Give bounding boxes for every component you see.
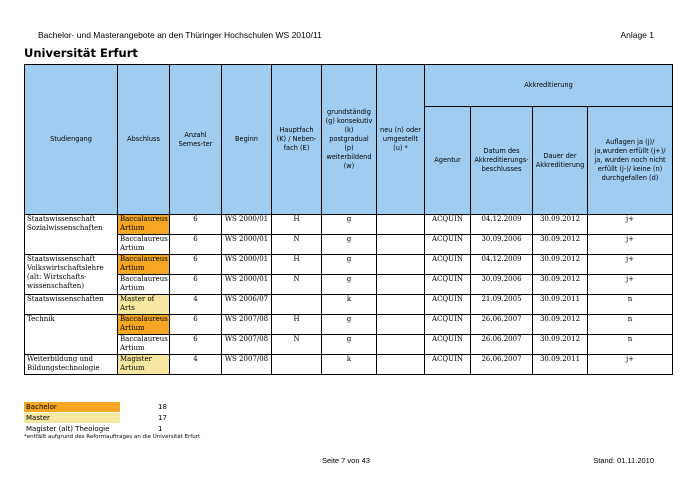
table-row <box>25 315 673 335</box>
legend-value: 18 <box>158 403 167 411</box>
cell-auflagen: n <box>588 295 673 315</box>
cell-hauptfach: H <box>272 255 322 275</box>
cell-grundstaendig: g <box>322 235 377 255</box>
cell-hauptfach: H <box>272 215 322 235</box>
cell-beginn: WS 2007/08 <box>222 315 272 335</box>
cell-beginn: WS 2000/01 <box>222 235 272 255</box>
cell-agentur: ACQUIN <box>425 215 471 235</box>
legend-label: Magister (alt) Theologie <box>26 425 110 433</box>
legend-label: Master <box>24 413 120 423</box>
cell-datum: 30.09.2006 <box>471 235 533 255</box>
col-beginn: Beginn <box>222 65 272 215</box>
cell-neu <box>377 355 425 375</box>
legend-value: 1 <box>158 425 163 433</box>
cell-hauptfach <box>272 295 322 315</box>
document-header-title: Bachelor- und Masterangebote an den Thüringer Hochschulen WS 2010/11 <box>38 30 322 40</box>
cell-abschluss: Master of Arts <box>118 295 170 315</box>
legend-label: Bachelor <box>24 402 120 412</box>
cell-neu <box>377 335 425 355</box>
cell-neu <box>377 315 425 335</box>
col-neu: neu (n) oder umgestellt (u) * <box>377 65 425 215</box>
col-datum: Datum des Akkreditierungs-beschlusses <box>471 107 533 215</box>
cell-grundstaendig: k <box>322 295 377 315</box>
cell-dauer: 30.09.2012 <box>533 255 588 275</box>
cell-grundstaendig: k <box>322 355 377 375</box>
col-auflagen: Auflagen ja (j)/ ja,wurden erfüllt (j+)/ ja, wurden noch nicht erfüllt (j-)/ keine (n) durchgefallen (d) <box>588 107 673 215</box>
cell-neu <box>377 295 425 315</box>
programs-table <box>24 64 673 375</box>
cell-abschluss: Baccalaureus Artium <box>118 315 170 335</box>
cell-neu <box>377 215 425 235</box>
cell-datum: 26.06.2007 <box>471 315 533 335</box>
cell-beginn: WS 2007/08 <box>222 335 272 355</box>
cell-datum: 04.12.2009 <box>471 255 533 275</box>
cell-dauer: 30.09.2012 <box>533 275 588 295</box>
cell-beginn: WS 2007/08 <box>222 355 272 375</box>
cell-agentur: ACQUIN <box>425 355 471 375</box>
col-abschluss: Abschluss <box>118 65 170 215</box>
table-row <box>25 275 673 295</box>
col-semester: Anzahl Semes-ter <box>170 65 222 215</box>
cell-studiengang: Technik <box>25 315 118 355</box>
cell-beginn: WS 2000/01 <box>222 255 272 275</box>
cell-dauer: 30.09.2012 <box>533 235 588 255</box>
cell-auflagen: j+ <box>588 255 673 275</box>
cell-abschluss: Baccalaureus Artium <box>118 235 170 255</box>
cell-semester: 6 <box>170 255 222 275</box>
table-row <box>25 335 673 355</box>
col-hauptfach: Hauptfach (K) / Neben-fach (E) <box>272 65 322 215</box>
cell-grundstaendig: g <box>322 335 377 355</box>
cell-grundstaendig: g <box>322 315 377 335</box>
cell-auflagen: j+ <box>588 275 673 295</box>
table-row <box>25 255 673 275</box>
cell-abschluss: Baccalaureus Artium <box>118 335 170 355</box>
cell-auflagen: n <box>588 335 673 355</box>
col-studiengang: Studiengang <box>25 65 118 215</box>
cell-neu <box>377 275 425 295</box>
table-row <box>25 235 673 255</box>
cell-semester: 6 <box>170 315 222 335</box>
col-agentur: Agentur <box>425 107 471 215</box>
cell-studiengang: Weiterbildung und Bildungstechnologie <box>25 355 118 375</box>
cell-dauer: 30.09.2012 <box>533 315 588 335</box>
cell-datum: 04.12.2009 <box>471 215 533 235</box>
cell-beginn: WS 2000/01 <box>222 215 272 235</box>
cell-dauer: 30.09.2012 <box>533 335 588 355</box>
table-row <box>25 215 673 235</box>
cell-auflagen: j+ <box>588 215 673 235</box>
cell-studiengang: Staatswissenschaften <box>25 295 118 315</box>
table-row <box>25 295 673 315</box>
cell-agentur: ACQUIN <box>425 335 471 355</box>
col-grundstaendig: grundständig (g) konsekutiv (k) postgradual (p) weiterbildend (w) <box>322 65 377 215</box>
programs-table-body <box>25 215 673 375</box>
cell-beginn: WS 2006/07 <box>222 295 272 315</box>
cell-auflagen: n <box>588 315 673 335</box>
cell-studiengang: Staatswissenschaft Volkswirtschaftslehre (alt: Wirtschafts-wissenschaften) <box>25 255 118 295</box>
cell-abschluss: Magister Artium <box>118 355 170 375</box>
cell-grundstaendig: g <box>322 255 377 275</box>
cell-semester: 6 <box>170 215 222 235</box>
stand-date: Stand: 01.11.2010 <box>593 456 654 465</box>
cell-agentur: ACQUIN <box>425 235 471 255</box>
cell-datum: 30.09.2006 <box>471 275 533 295</box>
cell-datum: 26.06.2007 <box>471 355 533 375</box>
cell-semester: 6 <box>170 275 222 295</box>
cell-semester: 6 <box>170 235 222 255</box>
cell-semester: 6 <box>170 335 222 355</box>
cell-dauer: 30.09.2011 <box>533 355 588 375</box>
cell-studiengang: Staatswissenschaft Sozialwissenschaften <box>25 215 118 255</box>
cell-neu <box>377 255 425 275</box>
cell-semester: 4 <box>170 355 222 375</box>
footnote: *entfällt aufgrund des Reformauftrages an die Universität Erfurt <box>24 434 201 440</box>
cell-dauer: 30.09.2012 <box>533 215 588 235</box>
col-dauer: Dauer der Akkreditierung <box>533 107 588 215</box>
table-row <box>25 355 673 375</box>
cell-agentur: ACQUIN <box>425 295 471 315</box>
cell-hauptfach <box>272 355 322 375</box>
cell-hauptfach: N <box>272 275 322 295</box>
cell-abschluss: Baccalaureus Artium <box>118 275 170 295</box>
university-title: Universität Erfurt <box>24 46 138 60</box>
cell-agentur: ACQUIN <box>425 275 471 295</box>
cell-grundstaendig: g <box>322 275 377 295</box>
cell-abschluss: Baccalaureus Artium <box>118 255 170 275</box>
cell-hauptfach: N <box>272 335 322 355</box>
cell-auflagen: j+ <box>588 355 673 375</box>
document-header-anlage: Anlage 1 <box>620 30 654 40</box>
cell-beginn: WS 2000/01 <box>222 275 272 295</box>
cell-grundstaendig: g <box>322 215 377 235</box>
cell-hauptfach: H <box>272 315 322 335</box>
cell-semester: 4 <box>170 295 222 315</box>
cell-abschluss: Baccalaureus Artium <box>118 215 170 235</box>
cell-agentur: ACQUIN <box>425 255 471 275</box>
cell-hauptfach: N <box>272 235 322 255</box>
cell-dauer: 30.09.2011 <box>533 295 588 315</box>
page-number: Seite 7 von 43 <box>322 456 370 465</box>
cell-datum: 21.09.2005 <box>471 295 533 315</box>
cell-agentur: ACQUIN <box>425 315 471 335</box>
cell-auflagen: j+ <box>588 235 673 255</box>
legend-value: 17 <box>158 414 167 422</box>
col-akkreditierung: Akkreditierung <box>425 65 673 107</box>
cell-datum: 26.06.2007 <box>471 335 533 355</box>
cell-neu <box>377 235 425 255</box>
